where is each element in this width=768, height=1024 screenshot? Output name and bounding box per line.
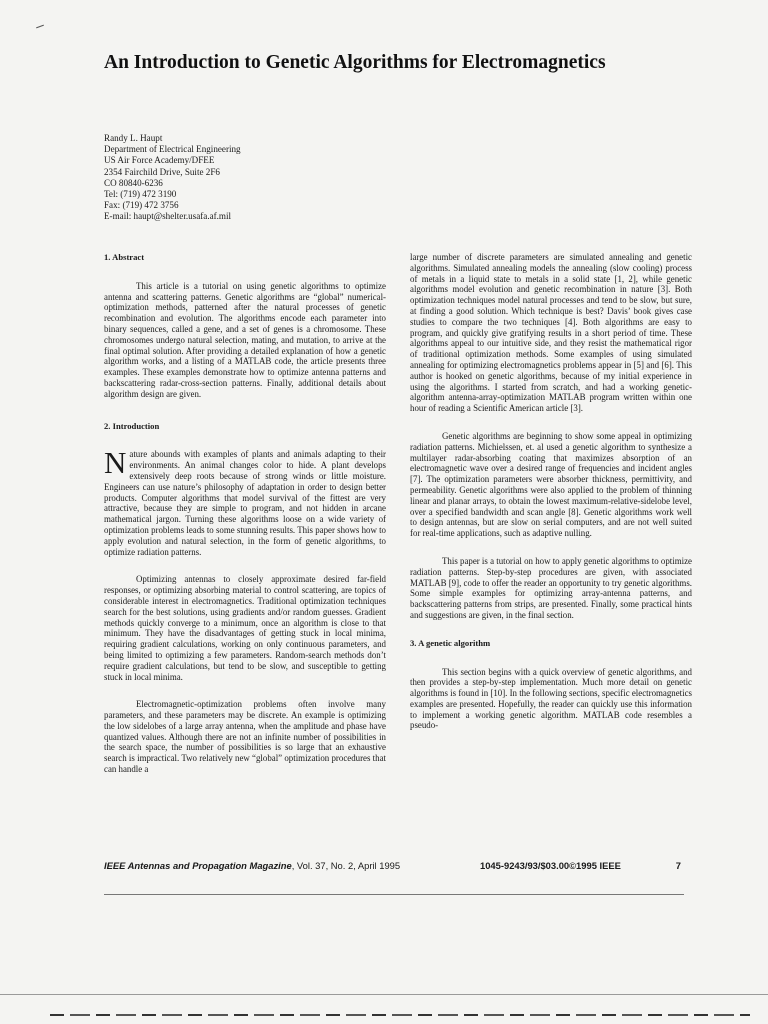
intro-paragraph-1: Nature abounds with examples of plants and animals adapting to their environments. An animal changes color to hide. A plant develops extensively deep roots because of strong winds or little moisture. Engineers can use nature’s philosophy of adaptation in order to design better products. Computer algorithms that model survival of the fittest are very attractive, because they are simple to program, and not hidden in arcane mathematical jargon. Turning these algorithms loose on a wide variety of optimization problems leads to some stunning results. This paper shows how to apply evolution and natural selection, in the form of genetic algorithms, to optimize radiation patterns. bbox=[104, 445, 386, 557]
drop-cap: N bbox=[104, 445, 127, 481]
paper-title: An Introduction to Genetic Algorithms for Electromagnetics bbox=[104, 52, 606, 73]
intro-paragraph-5: Genetic algorithms are beginning to show some appeal in optimizing radiation patterns. Michielssen, et. al used a genetic algorithm to synthesize a multilayer radar-absorbing coating that maximizes absorption of an electromagnetic wave over a desired range of frequencies and incident angles [7]. The optimization parameters were absorber thickness, permittivity, and permeability. Genetic algorithms were also applied to the problem of thinning linear and planar arrays, to obtain the lowest maximum-relative-sidelobe level, over a specified bandwidth and scan angle [8]. Genetic algorithms work well to design antennas, but are slow on serial computers, and are not well suited for real-time applications, such as adaptive nulling. bbox=[410, 430, 692, 539]
affiliation-line: Department of Electrical Engineering bbox=[104, 144, 241, 155]
section-heading-introduction: 2. Introduction bbox=[104, 420, 160, 431]
scan-artifact-line bbox=[50, 1014, 750, 1016]
page-footer bbox=[104, 860, 689, 874]
footer-rule bbox=[104, 894, 684, 895]
intro-paragraph-6: This paper is a tutorial on how to apply genetic algorithms to optimize radiation patterns. Step-by-step procedures are given, with associated MATLAB [9], code to offer the reader an opportunity to try genetic algorithms. Some simple examples for optimizing array-antenna patterns, and backscattering patterns from strips, are presented. Finally, some practical hints and suggestions are given, in the final section. bbox=[410, 555, 692, 620]
page-edge-rule bbox=[0, 994, 768, 995]
affiliation-line: Tel: (719) 472 3190 bbox=[104, 189, 177, 200]
affiliation-line: Fax: (719) 472 3756 bbox=[104, 200, 179, 211]
section-heading-genetic-algorithm: 3. A genetic algorithm bbox=[410, 637, 491, 648]
author-name: Randy L. Haupt bbox=[104, 133, 163, 143]
left-column bbox=[104, 252, 386, 775]
abstract-text: This article is a tutorial on using genetic algorithms to optimize antenna and scattering patterns. Genetic algorithms are “global” numerical-optimization methods, patterned after the natural processes of genetic recombination and evolution. The algorithms encode each parameter into binary sequences, called a gene, and a set of genes is a chromosome. These chromosomes undergo natural selection, mating, and mutation, to arrive at the final optimal solution. After providing a detailed explanation of how a genetic algorithm works, and a listing of a MATLAB code, the article presents three examples. These examples demonstrate how to optimize antenna patterns and backscattering radar-cross-section patterns. Finally, additional details about algorithm design are given. bbox=[104, 280, 386, 399]
copyright-line: 1045-9243/93/$03.00©1995 IEEE bbox=[480, 860, 621, 871]
author-block bbox=[104, 133, 404, 223]
affiliation-line: US Air Force Academy/DFEE bbox=[104, 155, 215, 166]
intro-paragraph-2: Optimizing antennas to closely approximate desired far-field responses, or optimizing absorbing material to control scattering, are topics of considerable interest in electromagnetics. Traditional optimization techniques search for the best solutions, using gradients and/or random guesses. Gradient methods quickly converge to a minimum, once an algorithm is close to that minimum. They have the disadvantages of getting stuck in local minima, requiring gradient calculations, working on only continuous parameters, and being limited to optimizing a few parameters. Random-search methods don’t require gradient calculations, but tend to be slow, and susceptible to getting stuck in local minima. bbox=[104, 574, 386, 682]
affiliation-line: CO 80840-6236 bbox=[104, 177, 163, 188]
journal-citation: IEEE Antennas and Propagation Magazine, Vol. 37, No. 2, April 1995 bbox=[104, 860, 401, 871]
affiliation-line: 2354 Fairchild Drive, Suite 2F6 bbox=[104, 166, 220, 177]
intro-paragraph-3: Electromagnetic-optimization problems often involve many parameters, and these parameters may be discrete. An example is optimizing the low sidelobes of a large array antenna, when the amplitude and phase have quantized values. Although there are not an infinite number of possibilities in the search space, the number of possibilities is so large that an exhaustive search is impractical. Two relatively new “global” optimization procedures that can handle a bbox=[104, 699, 386, 775]
intro-paragraph-4: large number of discrete parameters are simulated annealing and genetic algorithms. Simulated annealing models the annealing (slow cooling) process of metals in a liquid state to metals in a solid state [1, 2], while genetic algorithms model evolution and genetic recombination in nature [3]. Both optimization techniques model natural processes and tend to be slow, but sure, at finding a good solution. Which technique is best? Davis’ book gives case studies to compare the two techniques [4]. Both algorithms are easy to program, and quickly give gratifying results in a short period of time. These algorithms appeal to our intuitive side, and they resist the mathematical rigor of traditional optimization methods. Some examples of using simulated annealing for optimizing electromagnetics problems appear in [5] and [6]. This author is hooked on genetic algorithms, because of my initial experience in using the algorithms. I started from scratch, and had a working genetic-algorithm antenna-array-optimization MATLAB program written within one hour of reading a Scientific American article [3]. bbox=[410, 252, 692, 414]
scan-mark bbox=[36, 25, 44, 29]
ga-paragraph-1: This section begins with a quick overview of genetic algorithms, and then provides a step-by-step implementation. Much more detail on genetic algorithms is found in [10]. In the following sections, specific electromagnetics examples are presented. Hopefully, the reader can quickly use this information to implement a working genetic algorithm. MATLAB code resembles a pseudo- bbox=[410, 666, 692, 731]
section-heading-abstract: 1. Abstract bbox=[104, 252, 145, 262]
page-number: 7 bbox=[675, 860, 681, 871]
affiliation-line: E-mail: haupt@shelter.usafa.af.mil bbox=[104, 211, 232, 222]
right-column bbox=[410, 252, 692, 731]
